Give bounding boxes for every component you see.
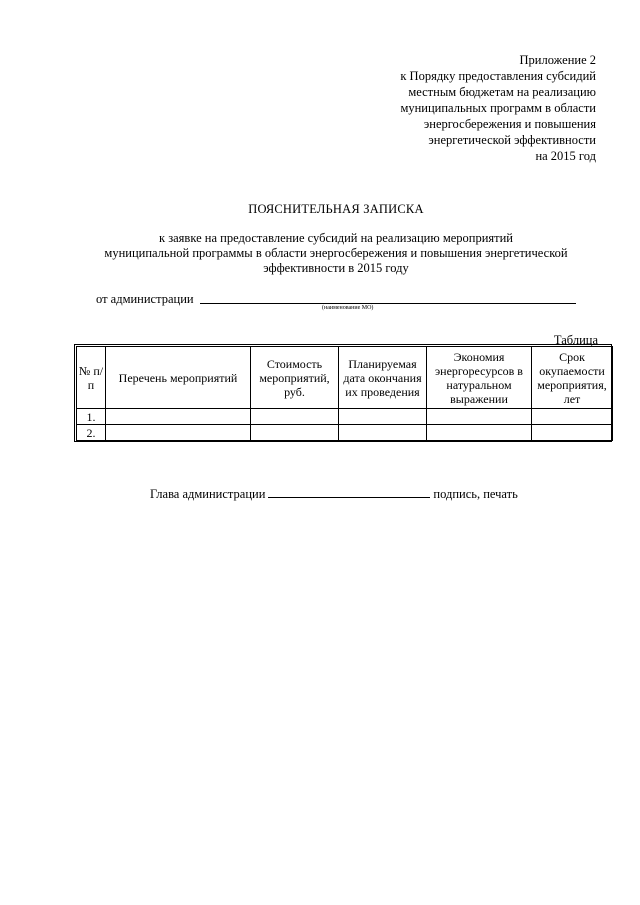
table-header-row: [77, 347, 613, 409]
table-cell[interactable]: [532, 409, 613, 425]
header-cost: Стоимость мероприятий, руб.: [251, 347, 339, 409]
appendix-line: к Порядку предоставления субсидий: [400, 69, 596, 83]
table-cell[interactable]: [339, 409, 427, 425]
document-title: ПОЯСНИТЕЛЬНАЯ ЗАПИСКА: [248, 202, 424, 216]
signature-suffix: подпись, печать: [433, 487, 518, 501]
from-hint: (наименование МО): [322, 305, 374, 311]
subtitle-line: эффективности в 2015 году: [263, 261, 409, 275]
table-row: [77, 425, 613, 441]
header-savings: Экономия энергоресурсов в натуральном выражении: [427, 347, 532, 409]
header-payback: Срок окупаемости мероприятия, лет: [532, 347, 613, 409]
appendix-line: энергетической эффективности: [428, 133, 596, 147]
table-cell[interactable]: [106, 425, 251, 441]
table-label: Таблица: [553, 333, 598, 347]
table-cell[interactable]: [339, 425, 427, 441]
appendix-block: [336, 52, 596, 164]
table-cell[interactable]: [532, 425, 613, 441]
header-end-date: Планируемая дата окончания их проведения: [339, 347, 427, 409]
measures-table: [76, 346, 613, 441]
from-fill-line[interactable]: [200, 303, 576, 304]
appendix-line: на 2015 год: [535, 149, 596, 163]
appendix-line: энергосбережения и повышения: [423, 117, 596, 131]
document-subtitle: [90, 231, 582, 276]
header-number: № п/п: [77, 347, 106, 409]
table-cell[interactable]: [427, 425, 532, 441]
table-cell[interactable]: [251, 425, 339, 441]
signature-label: Глава администрации: [150, 487, 266, 501]
from-label: от администрации: [96, 292, 194, 306]
appendix-line: местным бюджетам на реализацию: [408, 85, 596, 99]
table-cell[interactable]: [427, 409, 532, 425]
table-cell[interactable]: [106, 409, 251, 425]
appendix-line: муниципальных программ в области: [400, 101, 596, 115]
table-cell-number: 1.: [77, 409, 106, 425]
signature-row: [150, 487, 518, 502]
table-cell-number: 2.: [77, 425, 106, 441]
header-measures-list: Перечень мероприятий: [106, 347, 251, 409]
subtitle-line: к заявке на предоставление субсидий на реализацию мероприятий: [159, 231, 513, 245]
subtitle-line: муниципальной программы в области энергосбережения и повышения энергетической: [104, 246, 568, 260]
table-cell[interactable]: [251, 409, 339, 425]
signature-fill-line[interactable]: [268, 487, 430, 498]
table-row: [77, 409, 613, 425]
appendix-line: Приложение 2: [519, 53, 596, 67]
